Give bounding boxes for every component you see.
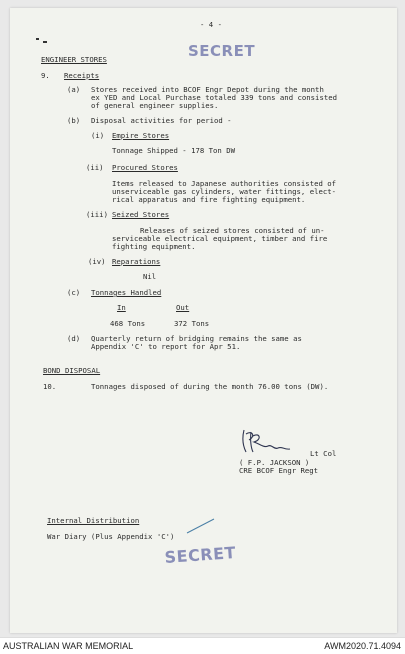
footer-bar (0, 637, 405, 654)
item-d-line2: Appendix 'C' to report for Apr 51. (91, 342, 241, 351)
item-iv-text: Nil (143, 272, 157, 281)
item-d-label: (d) (67, 334, 81, 343)
heading-procured-stores: Procured Stores (112, 163, 178, 172)
heading-empire-stores: Empire Stores (112, 131, 170, 140)
pen-tick-mark (186, 517, 216, 535)
item-b-label: (b) (67, 116, 81, 125)
value-in: 468 Tons (110, 319, 146, 328)
item-ii-line3: rical apparatus and fire fighting equipment. (112, 195, 306, 204)
para-9-number: 9. (41, 71, 50, 80)
column-in-header: In (117, 303, 126, 312)
item-i-text: Tonnage Shipped - 178 Ton DW (112, 146, 236, 155)
footer-source: AUSTRALIAN WAR MEMORIAL (3, 641, 134, 651)
heading-bond-disposal: BOND DISPOSAL (43, 366, 101, 375)
item-iii-line2: serviceable electrical equipment, timber and fire (112, 234, 328, 243)
item-a-line1: Stores received into BCOF Engr Depot during the month (91, 85, 324, 94)
column-out-header: Out (176, 303, 190, 312)
item-ii-line1: Items released to Japanese authorities consisted of (112, 179, 337, 188)
item-a-line2: ex YED and Local Purchase totaled 339 tons and consisted (91, 93, 338, 102)
heading-reparations: Reparations (112, 257, 161, 266)
mark-dots (36, 38, 50, 44)
signatory-name: ( F.P. JACKSON ) (239, 458, 310, 467)
item-a-label: (a) (67, 85, 81, 94)
item-iv-label: (iv) (88, 257, 106, 266)
secret-stamp-top: SECRET (188, 42, 256, 60)
heading-internal-distribution: Internal Distribution (47, 516, 140, 525)
item-d-line1: Quarterly return of bridging remains the same as (91, 334, 302, 343)
item-c-label: (c) (67, 288, 81, 297)
signatory-rank: Lt Col (310, 449, 337, 458)
secret-stamp-bottom: SECRET (164, 543, 237, 567)
distribution-war-diary: War Diary (Plus Appendix 'C') (47, 532, 175, 541)
para-10-number: 10. (43, 382, 57, 391)
heading-seized-stores: Seized Stores (112, 210, 170, 219)
item-i-label: (i) (91, 131, 105, 140)
handwritten-signature (238, 428, 298, 456)
item-iii-line3: fighting equipment. (112, 242, 196, 251)
signatory-title: CRE BCOF Engr Regt (239, 466, 319, 475)
item-ii-label: (ii) (86, 163, 104, 172)
footer-accession-number: AWM2020.71.4094 (324, 641, 401, 651)
item-ii-line2: unserviceable gas cylinders, water fittings, elect- (112, 187, 337, 196)
item-iii-line1: Releases of seized stores consisted of un- (140, 226, 325, 235)
para-10-text: Tonnages disposed of during the month 76.00 tons (DW). (91, 382, 329, 391)
page-number: - 4 - (200, 20, 222, 29)
item-iii-label: (iii) (86, 210, 108, 219)
heading-tonnages-handled: Tonnages Handled (91, 288, 162, 297)
item-a-line3: of general engineer supplies. (91, 101, 219, 110)
item-b-text: Disposal activities for period - (91, 116, 232, 125)
value-out: 372 Tons (174, 319, 210, 328)
heading-receipts: Receipts (64, 71, 100, 80)
heading-engineer-stores: ENGINEER STORES (41, 55, 107, 64)
